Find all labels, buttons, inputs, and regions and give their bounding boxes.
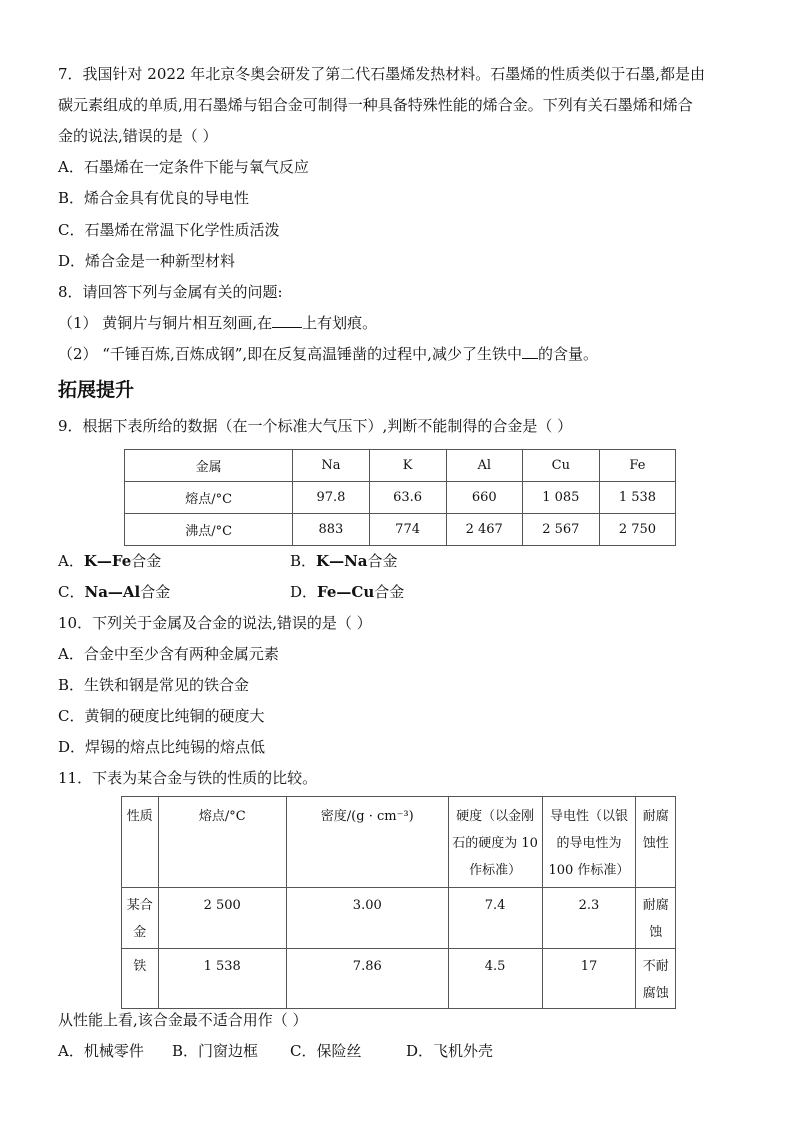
q9-option-a bbox=[58, 551, 161, 571]
q11-row2-corrosion bbox=[636, 949, 676, 1009]
q9-header-metal: 金属 bbox=[125, 450, 293, 482]
q9-header-na: Na bbox=[293, 450, 369, 482]
q7-stem-line3: 金的说法,错误的是（ ） bbox=[58, 127, 218, 145]
option-formula: Fe—Cu bbox=[317, 583, 375, 601]
header-line: 耐腐 bbox=[642, 809, 669, 824]
q8-part1-blank bbox=[272, 313, 302, 328]
option-suffix: 合金 bbox=[131, 552, 162, 570]
q11-header-melting: 熔点/°C bbox=[158, 797, 286, 888]
q7-option-a: A．石墨烯在一定条件下能与氧气反应 bbox=[58, 158, 309, 176]
q7-option-b: B．烯合金具有优良的导电性 bbox=[58, 189, 250, 207]
table-cell: 63.6 bbox=[369, 482, 446, 514]
q9-header-fe: Fe bbox=[599, 450, 675, 482]
table-cell: 2 467 bbox=[446, 514, 522, 546]
q10-option-a: A．合金中至少含有两种金属元素 bbox=[58, 645, 279, 663]
table-cell: 2.3 bbox=[542, 888, 636, 949]
header-line: 的导电性为 bbox=[556, 836, 622, 851]
header-line: 导电性（以银 bbox=[549, 809, 628, 824]
cell-line: 蚀 bbox=[649, 925, 663, 940]
option-suffix: 合金 bbox=[374, 583, 405, 601]
header-line: 蚀性 bbox=[642, 836, 669, 851]
table-row bbox=[122, 949, 676, 1009]
q11-option-c: C．保险丝 bbox=[290, 1042, 362, 1060]
cell-line: 不耐 bbox=[642, 959, 669, 974]
table-cell: 7.86 bbox=[286, 949, 448, 1009]
table-cell: 1 538 bbox=[599, 482, 675, 514]
q8-part2-before: （2） “千锤百炼,百炼成钢”,即在反复高温锤凿的过程中,减少了生铁中 bbox=[58, 345, 522, 363]
table-row bbox=[125, 482, 676, 514]
q9-stem: 9．根据下表所给的数据（在一个标准大气压下）,判断不能制得的合金是（ ） bbox=[58, 417, 573, 435]
q11-header-conductivity bbox=[542, 797, 636, 888]
header-line: 硬度（以金刚 bbox=[456, 809, 535, 824]
q11-option-b: B．门窗边框 bbox=[172, 1042, 259, 1060]
cell-line: 耐腐 bbox=[642, 898, 669, 913]
table-cell: 774 bbox=[369, 514, 446, 546]
q7-option-d: D．烯合金是一种新型材料 bbox=[58, 252, 236, 270]
table-cell: 铁 bbox=[122, 949, 159, 1009]
q10-option-d: D．焊锡的熔点比纯锡的熔点低 bbox=[58, 738, 266, 756]
q9-option-d bbox=[290, 582, 404, 602]
option-prefix: D． bbox=[290, 583, 318, 601]
table-cell: 熔点/°C bbox=[125, 482, 293, 514]
table-cell: 3.00 bbox=[286, 888, 448, 949]
q10-stem: 10．下列关于金属及合金的说法,错误的是（ ） bbox=[58, 614, 372, 632]
q8-part1 bbox=[58, 313, 377, 333]
table-row bbox=[125, 450, 676, 482]
q10-option-b: B．生铁和钢是常见的铁合金 bbox=[58, 676, 250, 694]
q9-header-al: Al bbox=[446, 450, 522, 482]
table-cell: 17 bbox=[542, 949, 636, 1009]
q7-stem-line2: 碳元素组成的单质,用石墨烯与铝合金可制得一种具备特殊性能的烯合金。下列有关石墨烯和烯合 bbox=[58, 96, 693, 114]
option-prefix: B． bbox=[290, 552, 317, 570]
header-line: 作标准） bbox=[469, 863, 522, 878]
q8-part1-after: 上有划痕。 bbox=[302, 314, 378, 332]
option-formula: Na—Al bbox=[84, 583, 141, 601]
option-prefix: A． bbox=[58, 552, 84, 570]
option-suffix: 合金 bbox=[367, 552, 398, 570]
q7-option-c: C．石墨烯在常温下化学性质活泼 bbox=[58, 221, 280, 239]
q8-part1-before: （1） 黄铜片与铜片相互刻画,在 bbox=[58, 314, 273, 332]
q8-part2-blank bbox=[522, 344, 538, 359]
option-formula: K—Na bbox=[316, 552, 368, 570]
q7-stem-line1: 7．我国针对 2022 年北京冬奥会研发了第二代石墨烯发热材料。石墨烯的性质类似于石墨,都是由 bbox=[58, 65, 706, 83]
q9-header-k: K bbox=[369, 450, 446, 482]
q11-header-property: 性质 bbox=[122, 797, 159, 888]
q11-option-d: D．飞机外壳 bbox=[406, 1042, 494, 1060]
table-row bbox=[125, 514, 676, 546]
q9-option-c bbox=[58, 582, 170, 602]
option-formula: K—Fe bbox=[83, 552, 132, 570]
q11-stem: 11．下表为某合金与铁的性质的比较。 bbox=[58, 769, 318, 787]
q11-row1-corrosion bbox=[636, 888, 676, 949]
q11-row1-name bbox=[122, 888, 159, 949]
q9-table bbox=[124, 449, 676, 546]
q11-header-hardness bbox=[448, 797, 542, 888]
q11-header-corrosion bbox=[636, 797, 676, 888]
option-prefix: C． bbox=[58, 583, 85, 601]
table-cell: 97.8 bbox=[293, 482, 369, 514]
cell-line: 腐蚀 bbox=[642, 986, 669, 1001]
cell-line: 金 bbox=[133, 925, 147, 940]
q8-part2-after: 的含量。 bbox=[537, 345, 598, 363]
q11-header-density: 密度/(g · cm⁻³) bbox=[286, 797, 448, 888]
q8-part2 bbox=[58, 344, 598, 364]
header-line: 100 作标准） bbox=[548, 863, 630, 878]
table-cell: 2 750 bbox=[599, 514, 675, 546]
section-title: 拓展提升 bbox=[58, 379, 135, 401]
header-line: 石的硬度为 10 bbox=[452, 836, 538, 851]
table-row bbox=[122, 888, 676, 949]
table-cell: 1 085 bbox=[522, 482, 599, 514]
table-row bbox=[122, 797, 676, 888]
table-cell: 7.4 bbox=[448, 888, 542, 949]
q11-option-a: A．机械零件 bbox=[58, 1042, 144, 1060]
table-cell: 883 bbox=[293, 514, 369, 546]
table-cell: 2 500 bbox=[158, 888, 286, 949]
q8-stem: 8．请回答下列与金属有关的问题: bbox=[58, 283, 283, 301]
option-suffix: 合金 bbox=[140, 583, 171, 601]
table-cell: 1 538 bbox=[158, 949, 286, 1009]
q11-table bbox=[121, 796, 676, 1009]
table-cell: 2 567 bbox=[522, 514, 599, 546]
table-cell: 660 bbox=[446, 482, 522, 514]
q11-after-table: 从性能上看,该合金最不适合用作（ ） bbox=[58, 1011, 308, 1029]
table-cell: 沸点/°C bbox=[125, 514, 293, 546]
table-cell: 4.5 bbox=[448, 949, 542, 1009]
q10-option-c: C．黄铜的硬度比纯铜的硬度大 bbox=[58, 707, 265, 725]
q9-option-b bbox=[290, 551, 398, 571]
cell-line: 某合 bbox=[126, 898, 153, 913]
q9-header-cu: Cu bbox=[522, 450, 599, 482]
